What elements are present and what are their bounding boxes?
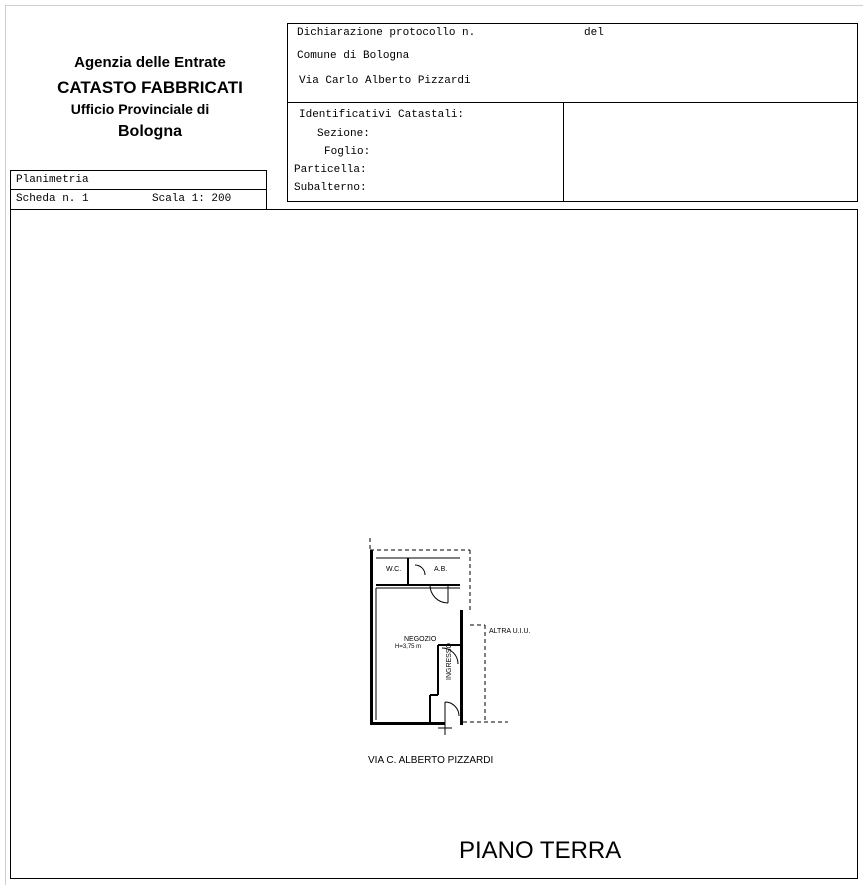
negozio-label: NEGOZIO xyxy=(404,636,437,643)
comune-label: Comune di Bologna xyxy=(297,50,410,62)
via-label: Via Carlo Alberto Pizzardi xyxy=(299,75,471,87)
foglio-label: Foglio: xyxy=(324,146,371,158)
ab-label: A.B. xyxy=(434,566,448,573)
floor-label: PIANO TERRA xyxy=(459,837,622,864)
street-label: VIA C. ALBERTO PIZZARDI xyxy=(368,755,494,766)
protocollo-label: Dichiarazione protocollo n. xyxy=(297,27,476,39)
scala-label: Scala 1: 200 xyxy=(152,193,232,205)
city-label: Bologna xyxy=(118,123,182,140)
planimetria-label: Planimetria xyxy=(16,174,89,186)
scheda-label: Scheda n. 1 xyxy=(16,193,89,205)
catasto-title: CATASTO FABBRICATI xyxy=(57,78,243,97)
altra-uiu-label: ALTRA U.I.U. xyxy=(489,628,531,635)
agency-name: Agenzia delle Entrate xyxy=(74,54,226,71)
del-label: del xyxy=(584,27,604,39)
wc-label: W.C. xyxy=(386,566,402,573)
identifiers-title: Identificativi Catastali: xyxy=(299,109,465,121)
subalterno-label: Subalterno: xyxy=(294,182,367,194)
ufficio-label: Ufficio Provinciale di xyxy=(70,101,210,117)
identifiers-side-box xyxy=(563,102,858,202)
ingresso-label: INGRESSO xyxy=(446,643,453,680)
sezione-label: Sezione: xyxy=(317,128,370,140)
particella-label: Particella: xyxy=(294,164,367,176)
height-label: H=3,75 m xyxy=(395,644,422,650)
floor-plan-drawing xyxy=(360,530,520,740)
